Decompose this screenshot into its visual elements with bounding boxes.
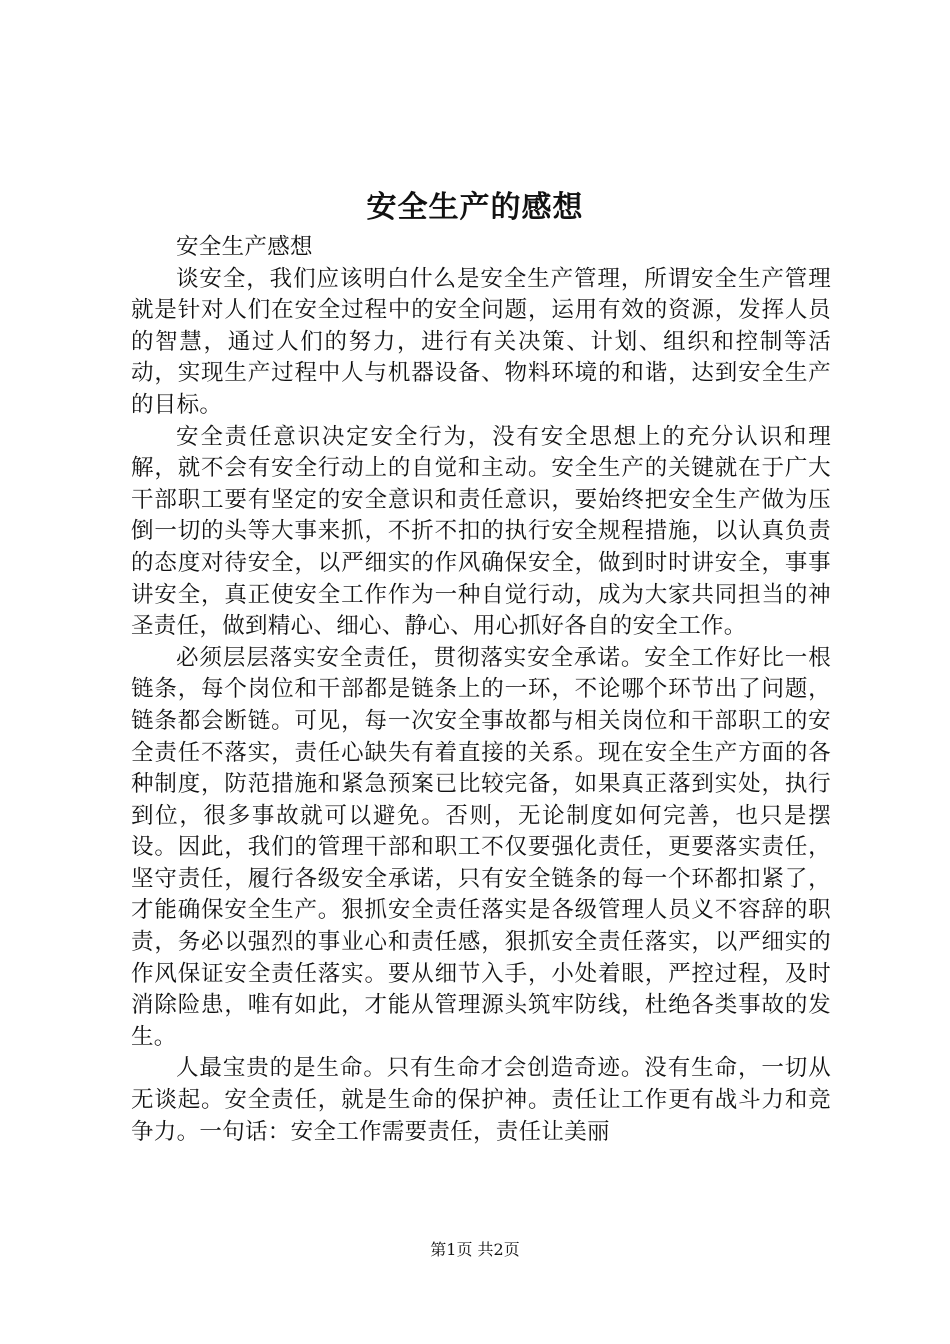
document-body bbox=[131, 232, 831, 1148]
paragraph: 人最宝贵的是生命。只有生命才会创造奇迹。没有生命，一切从无谈起。安全责任，就是生命的保护神。责任让工作更有战斗力和竞争力。一句话：安全工作需要责任，责任让美丽 bbox=[131, 1055, 831, 1145]
paragraph: 必须层层落实安全责任，贯彻落实安全承诺。安全工作好比一根链条，每个岗位和干部都是链条上的一环，不论哪个环节出了问题，链条都会断链。可见，每一次安全事故都与相关岗位和干部职工的安全责任不落实，责任心缺失有着直接的关系。现在安全生产方面的各种制度，防范措施和紧急预案已比较完备，如果真正落到实处，执行到位，很多事故就可以避免。否则，无论制度如何完善，也只是摆设。因此，我们的管理干部和职工不仅要强化责任，更要落实责任，坚守责任，履行各级安全承诺，只有安全链条的每一个环都扣紧了，才能确保安全生产。狠抓安全责任落实是各级管理人员义不容辞的职责，务必以强烈的事业心和责任感，狠抓安全责任落实，以严细实的作风保证安全责任落实。要从细节入手，小处着眼，严控过程，及时消除险患，唯有如此，才能从管理源头筑牢防线，杜绝各类事故的发生。 bbox=[131, 644, 831, 1050]
paragraph-subtitle: 安全生产感想 bbox=[176, 234, 313, 260]
document-title: 安全生产的感想 bbox=[366, 190, 584, 225]
paragraph: 安全责任意识决定安全行为，没有安全思想上的充分认识和理解，就不会有安全行动上的自觉和主动。安全生产的关键就在于广大干部职工要有坚定的安全意识和责任意识，要始终把安全生产做为压倒一切的头等大事来抓，不折不扣的执行安全规程措施，以认真负责的态度对待安全，以严细实的作风确保安全，做到时时讲安全，事事讲安全，真正使安全工作作为一种自觉行动，成为大家共同担当的神圣责任，做到精心、细心、静心、用心抓好各自的安全工作。 bbox=[131, 423, 831, 640]
paragraph: 谈安全，我们应该明白什么是安全生产管理，所谓安全生产管理就是针对人们在安全过程中的安全问题，运用有效的资源，发挥人员的智慧，通过人们的努力，进行有关决策、计划、组织和控制等活动，实现生产过程中人与机器设备、物料环境的和谐，达到安全生产的目标。 bbox=[131, 265, 831, 418]
page-number-footer: 第1页 共2页 bbox=[430, 1240, 520, 1259]
